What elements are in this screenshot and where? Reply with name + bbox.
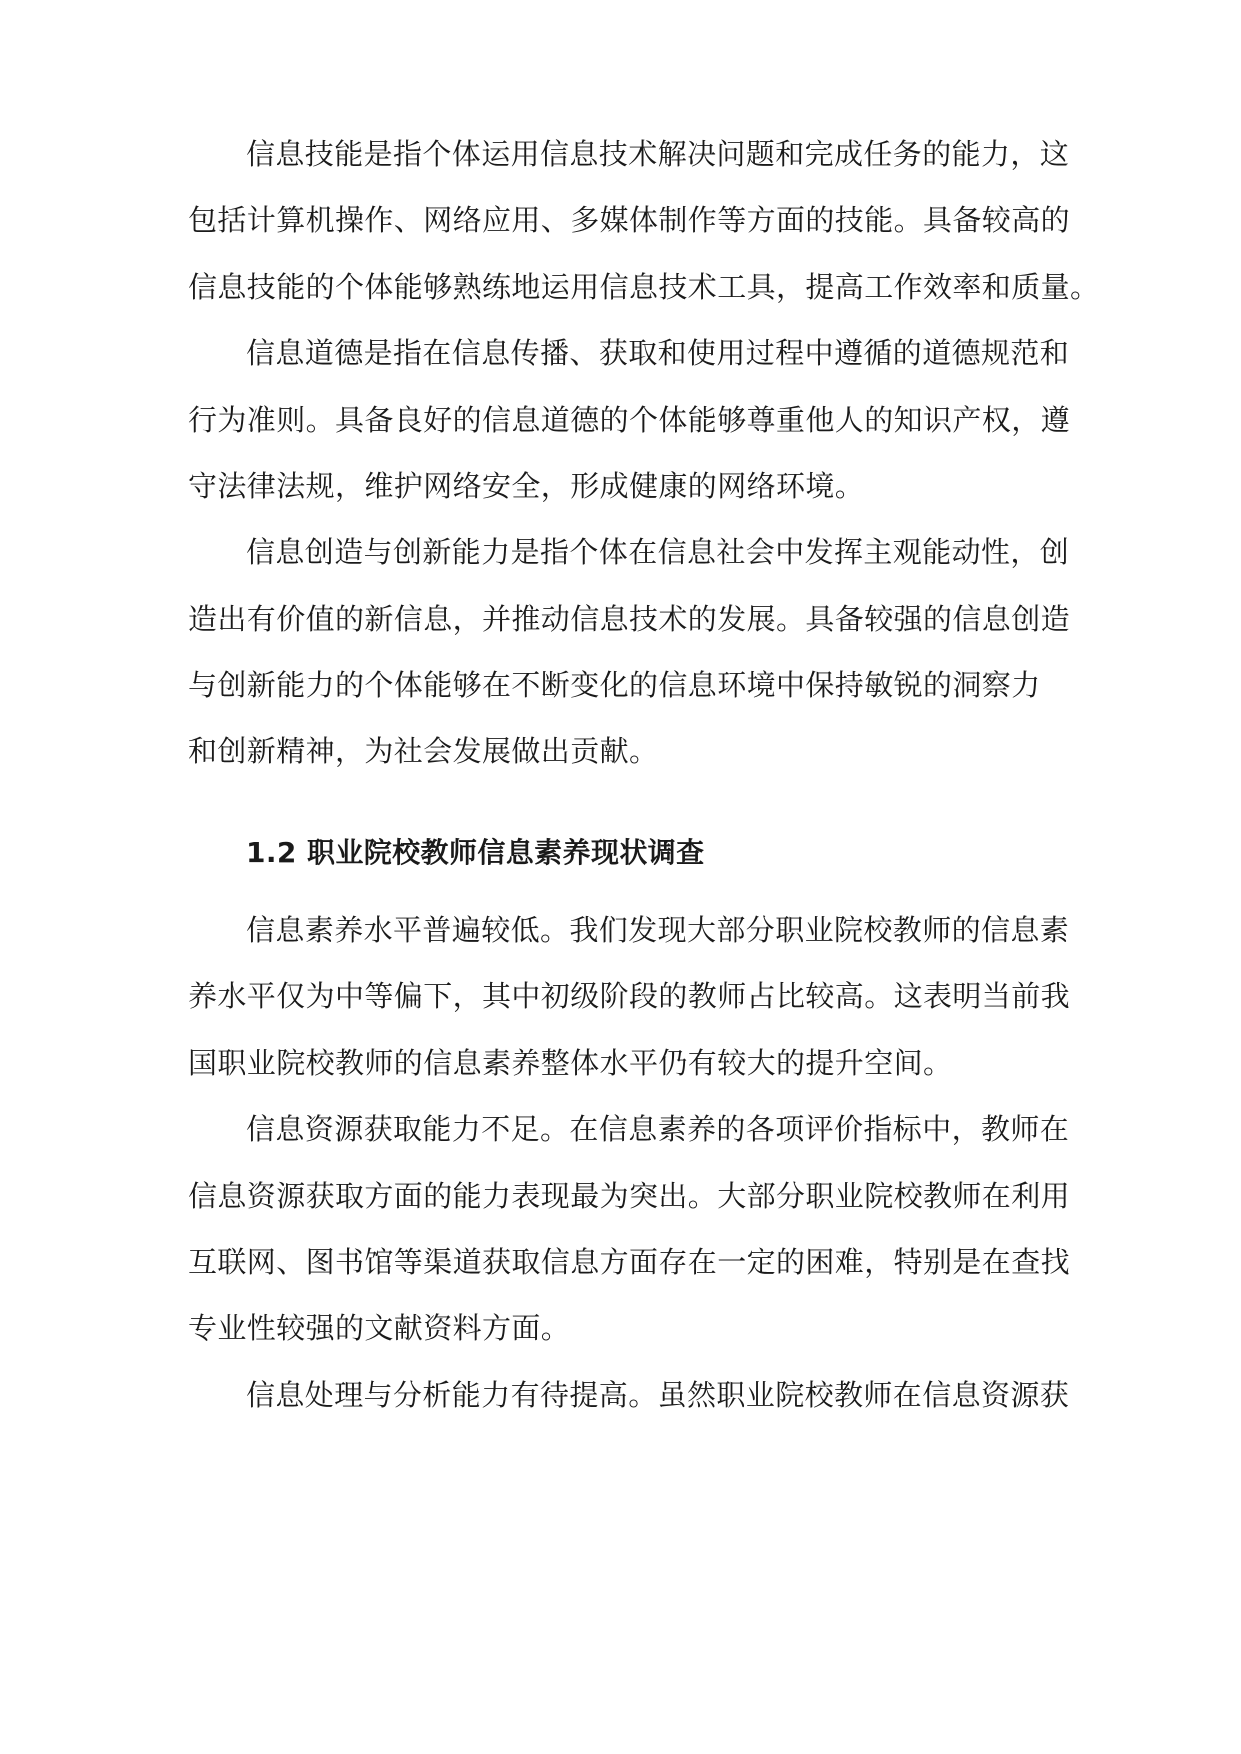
paragraph-line: 和创新精神，为社会发展做出贡献。: [188, 734, 659, 768]
paragraph-line: 行为准则。具备良好的信息道德的个体能够尊重他人的知识产权，遵: [188, 403, 1071, 437]
paragraph-line: 国职业院校教师的信息素养整体水平仍有较大的提升空间。: [188, 1046, 953, 1080]
section-heading: 1.2 职业院校教师信息素养现状调查: [246, 836, 705, 869]
paragraph-line: 专业性较强的文献资料方面。: [188, 1311, 571, 1345]
paragraph-line: 守法律法规，维护网络安全，形成健康的网络环境。: [188, 469, 865, 503]
paragraph-line: 信息素养水平普遍较低。我们发现大部分职业院校教师的信息素: [246, 913, 1070, 947]
paragraph-line: 信息资源获取能力不足。在信息素养的各项评价指标中，教师在: [246, 1112, 1070, 1146]
paragraph-line: 信息道德是指在信息传播、获取和使用过程中遵循的道德规范和: [246, 336, 1070, 370]
paragraph-line: 信息技能的个体能够熟练地运用信息技术工具，提高工作效率和质量。: [188, 270, 1100, 304]
paragraph-line: 互联网、图书馆等渠道获取信息方面存在一定的困难，特别是在查找: [188, 1245, 1071, 1279]
paragraph-line: 信息创造与创新能力是指个体在信息社会中发挥主观能动性，创: [246, 535, 1070, 569]
paragraph-line: 信息技能是指个体运用信息技术解决问题和完成任务的能力，这: [246, 137, 1070, 171]
paragraph-line: 信息资源获取方面的能力表现最为突出。大部分职业院校教师在利用: [188, 1179, 1071, 1213]
paragraph-line: 信息处理与分析能力有待提高。虽然职业院校教师在信息资源获: [246, 1378, 1070, 1412]
paragraph-line: 造出有价值的新信息，并推动信息技术的发展。具备较强的信息创造: [188, 602, 1071, 636]
paragraph-line: 包括计算机操作、网络应用、多媒体制作等方面的技能。具备较高的: [188, 203, 1071, 237]
paragraph-line: 养水平仅为中等偏下，其中初级阶段的教师占比较高。这表明当前我: [188, 979, 1071, 1013]
paragraph-line: 与创新能力的个体能够在不断变化的信息环境中保持敏锐的洞察力: [188, 668, 1041, 702]
